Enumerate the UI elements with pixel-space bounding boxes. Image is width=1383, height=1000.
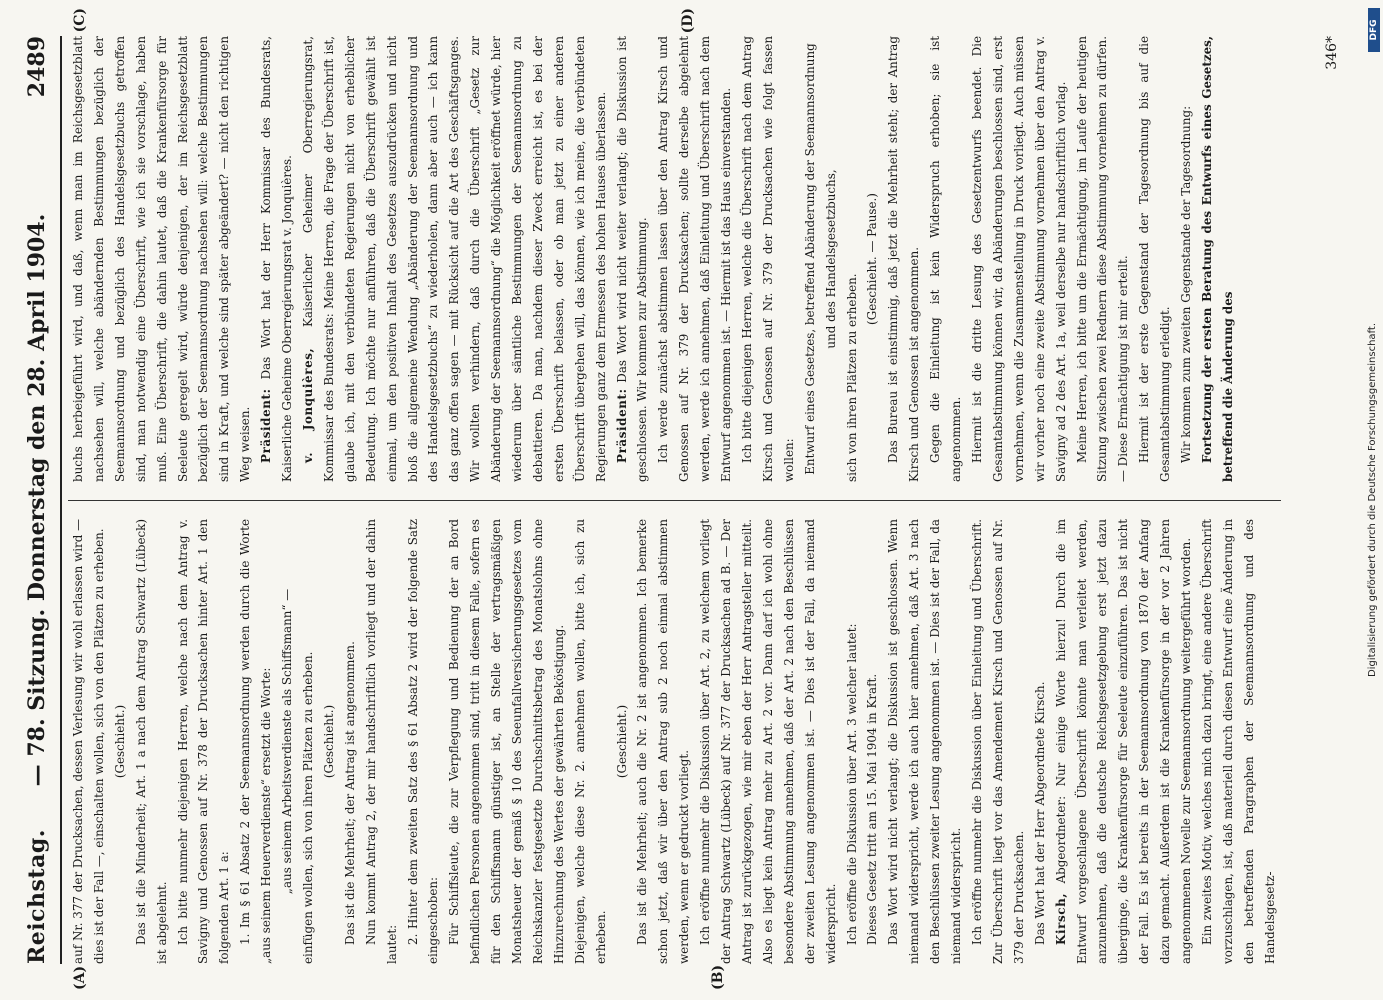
- paragraph-text: einfügen wollen, sich von ihren Plätzen zu erheben.: [300, 651, 315, 964]
- paragraph-text: buchs herbeigeführt wird, und daß, wenn man im Reichsgesetzblatt nachsehen will, welche abändernden Bestimmungen bezüglich der Seemannsordnung und bezüglich des Handelsgesetzbuchs getroffen sind, man notwendig eine Überschrift, wie ich sie vorschlage, haben muß. Eine Überschrift, die dahin lautet, daß die Krankenfürsorge für Seeleute geregelt wird, würde denjenigen, der im Reichsgesetzblatt bezüglich der Seemannsordnung nachsehen will: welche Bestimmungen sind in Kraft, und welche sind später abgeändert? — nicht den richtigen Weg weisen.: [71, 36, 253, 482]
- paragraph-text: Hiermit ist die dritte Lesung des Gesetzentwurfs beendet. Die Gesamtabstimmung können wir, da Abänderungen beschlossen sind, erst vornehmen, wenn die Zusammenstellung in Druck vorliegt. Auch müssen wir vorher noch eine zweite Abstimmung vornehmen über den Antrag v. Savigny ad 2 des Art. 1a, weil derselbe nur handschriftlich vorlag.: [969, 36, 1068, 482]
- paragraph: [173, 519, 236, 964]
- paragraph-text: Ich werde zunächst abstimmen lassen über den Antrag Kirsch und Genossen auf Nr. 379 der Drucksachen; sollte derselbe abgelehnt werden, werde ich annehmen, daß Einleitung und Überschrift nach dem Entwurf angenommen ist. — Hiermit ist das Haus einverstanden.: [656, 36, 734, 482]
- paragraph: [967, 36, 1072, 482]
- paragraph: [403, 519, 445, 964]
- paragraph-text: Ich eröffne nunmehr die Diskussion über Art. 2, zu welchem vorliegt der Antrag Schwartz (Lübeck) auf Nr. 377 der Drucksachen ad B. — Der Antrag ist zurückgezogen, wie mir eben der Herr Antragsteller mitteilt. Also es liegt kein Antrag mehr zu Art. 2 vor. Dann darf ich wohl ohne besondere Abstimmung annehmen, daß der Art. 2 nach den Beschlüssen der zweiten Lesung angenommen ist. — Dies ist der Fall, da niemand widerspricht.: [698, 519, 838, 964]
- paragraph-text: sich von ihren Plätzen zu erheben.: [844, 273, 859, 482]
- paragraph-text: 1. Im § 61 Absatz 2 der Seemannsordnung werden durch die Worte „aus seinem Heuerverdienste“ ersetzt die Worte:: [238, 519, 274, 964]
- right-column: [68, 8, 1281, 500]
- paragraph: [298, 519, 319, 964]
- paragraph: [1134, 36, 1176, 482]
- paragraph-text: Das ist die Mehrheit; auch die Nr. 2 ist angenommen. Ich bemerke schon jetzt, daß wir über den Antrag sub 2 noch einmal abstimmen werden, wenn er gedruckt vorliegt.: [635, 519, 692, 964]
- paragraph: [653, 36, 737, 482]
- paragraph-text: (Geschieht.): [321, 704, 336, 779]
- paragraph: [695, 519, 841, 964]
- paragraph-text: Kaiserlicher Geheimer Oberregierungsrat, Kommissar des Bundesrats: Meine Herren, die Frage der Überschrift ist, glaube ich, mit den verbündeten Regierungen nicht von erheblicher Bedeutung. Ich möchte nur anführen, daß die Überschrift gewählt ist einmal, um den positiven Inhalt des Gesetzes auszudrücken und nicht bloß die allgemeine Wendung „Abänderung der Seemannsordnung und des Handelsgesetzbuchs“ zu wiederholen, dann aber auch — ich kann das ganz offen sagen — mit Rücksicht auf die Art des Geschäftsganges. Wir wollten verhindern, daß durch die Überschrift „Gesetz zur Abänderung der Seemannsordnung“ die Möglichkeit eröffnet würde, hier wiederum über sämtliche Bestimmungen der Seemannsordnung zu debattieren. Da man, nachdem dieser Zweck erreicht ist, es bei der ersten Überschrift belassen, oder ob man jetzt zu einer anderen Überschrift übergehen will, das können, wie ich meine, die verbündeten Regierungen ganz dem Ermessen des hohen Hauses überlassen.: [300, 36, 608, 482]
- paragraph-text: Fortsetzung der ersten Beratung des Entwurfs eines Gesetzes, betreffend die Änderung des: [1199, 36, 1235, 482]
- paragraph-text: Wir kommen zum zweiten Gegenstande der Tagesordnung:: [1179, 105, 1194, 463]
- left-column: [68, 500, 1281, 990]
- paragraph: [612, 519, 633, 964]
- header-session-date: — 78. Sitzung. Donnerstag den 28. April 1904.: [24, 213, 50, 787]
- paragraph-text: Das Wort wird nicht verlangt; die Diskussion ist geschlossen. Wenn niemand widerspricht, werde ich auch hier annehmen, daß Art. 3 nach den Beschlüssen zweiter Lesung angenommen ist. — Dies ist der Fall, da niemand widerspricht.: [886, 519, 964, 964]
- digitization-note-text: Digitalisierung gefördert durch die Deutsche Forschungsgemeinschaft.: [1367, 322, 1378, 678]
- paragraph-text: Abgeordneter: Nur einige Worte hierzu! Durch die im Entwurf vorgeschlagene Überschrift könnte man verleitet werden, anzunehmen, daß die deutsche Reichsgesetzgebung erst jetzt dazu überginge, die Krankenfürsorge für Seeleute einzuführen. Das ist nicht der Fall. Es ist bereits in der Seemannsordnung von 1870 der Anfang dazu gemacht. Außerdem ist die Krankenfürsorge in der vor 2 Jahren angenommenen Novelle zur Seemannsordnung weitergeführt worden.: [1053, 519, 1194, 964]
- margin-mark-b: (B): [710, 964, 726, 990]
- page-header: [20, 36, 62, 964]
- paragraph: [737, 36, 800, 482]
- speaker-name: Präsident:: [259, 388, 274, 463]
- paragraph: [842, 36, 863, 482]
- paragraph-text: Ich eröffne nunmehr die Diskussion über Einleitung und Überschrift. Zur Überschrift liegt vor das Amendement Kirsch und Genossen auf Nr. 379 der Drucksachen.: [969, 519, 1026, 964]
- paragraph-text: Meine Herren, ich bitte um die Ermächtigung, im Laufe der heutigen Sitzung zwischen zwei Rednern diese Abstimmung vornehmen zu dürfen. — Diese Ermächtigung ist mir erteilt.: [1074, 36, 1131, 482]
- paragraph-text: Das ist die Minderheit; Art. 1 a nach dem Antrag Schwartz (Lübeck) ist abgelehnt.: [133, 519, 169, 964]
- paragraph: [842, 519, 863, 964]
- paragraph: [862, 36, 883, 482]
- dfg-logo: [1368, 8, 1380, 52]
- paragraph: [967, 519, 1030, 964]
- paragraph-text: Für Schiffsleute, die zur Verpflegung und Bedienung der an Bord befindlichen Personen angenommen sind, tritt in diesem Falle, sofern es für den Schiffsmann günstiger ist, an Stelle der vertragsmäßigen Monatsheuer der gemäß § 10 des Seeunfallversicherungsgesetzes vom Reichskanzler festgesetzte Durchschnittsbetrag des Monatslohns ohne Hinzurechnung des Wertes der gewährten Beköstigung.: [447, 519, 566, 964]
- paragraph-text: Das Wort hat der Herr Kommissar des Bundesrats, Kaiserliche Geheime Oberregierungsrat v. Jonquières.: [259, 36, 295, 482]
- paragraph: [235, 519, 277, 964]
- margin-mark-c: (C): [72, 8, 88, 33]
- paragraph: [1072, 36, 1135, 482]
- paragraph: [862, 519, 883, 964]
- paragraph-text: Ich eröffne die Diskussion über Art. 3 welcher lautet:: [844, 623, 859, 945]
- paragraph-text: (Geschieht. — Pause.): [865, 193, 880, 325]
- paragraph-text: Das ist die Mehrheit; der Antrag ist angenommen.: [342, 641, 357, 945]
- text-columns: [68, 8, 1281, 990]
- paragraph-text: Nun kommt Antrag 2, der mir handschriftlich vorliegt und der dahin lautet:: [363, 519, 399, 964]
- header-title: Reichstag.: [24, 829, 50, 964]
- paragraph-text: 2. Hinter dem zweiten Satz des § 61 Absatz 2 wird der folgende Satz eingeschoben:: [405, 519, 441, 964]
- paragraph: [925, 36, 967, 482]
- paragraph: [298, 36, 612, 482]
- dfg-logo-text: DFG: [1369, 19, 1379, 41]
- paragraph: [1197, 36, 1239, 482]
- paragraph: [68, 519, 110, 964]
- speaker-name: Kirsch,: [1053, 892, 1068, 945]
- paragraph: [883, 519, 967, 964]
- paragraph: [1030, 519, 1051, 964]
- paragraph: [340, 519, 361, 964]
- paragraph: [612, 36, 654, 482]
- speaker-name: v. Jonquières,: [300, 347, 315, 463]
- paragraph-text: (Geschieht.): [112, 704, 127, 779]
- paragraph: [256, 36, 298, 482]
- paragraph: [68, 36, 256, 482]
- paragraph: [131, 519, 173, 964]
- digitization-note: [1350, 0, 1380, 1000]
- paragraph-text: Ich bitte nunmehr diejenigen Herren, welche nach dem Antrag v. Savigny und Genossen auf Nr. 378 der Drucksachen hinter Art. 1 den folgenden Art. 1 a:: [175, 519, 232, 964]
- paragraph-text: „aus seinem Arbeitsverdienste als Schiffsmann“ —: [280, 588, 295, 895]
- paragraph-text: Entwurf eines Gesetzes, betreffend Abänderung der Seemannsordnung und des Handelsgesetzbuchs,: [802, 43, 838, 475]
- paragraph: [800, 36, 842, 482]
- paragraph-text: Diejenigen, welche diese Nr. 2. annehmen wollen, bitte ich, sich zu erheben.: [572, 519, 608, 964]
- paragraph: [319, 519, 340, 964]
- paragraph-text: auf Nr. 377 der Drucksachen, dessen Verlesung wir wohl erlassen wird — dies ist der Fall —, einschalten wollen, sich von den Plätzen zu erheben.: [71, 519, 106, 964]
- paragraph: [1176, 36, 1197, 482]
- signature-number: 346*: [1324, 36, 1340, 70]
- paragraph: [570, 519, 612, 964]
- paragraph-text: Ich bitte diejenigen Herren, welche die Überschrift nach dem Antrag Kirsch und Genossen auf Nr. 379 der Drucksachen wie folgt fassen wollen:: [740, 36, 796, 482]
- paragraph: [110, 519, 131, 964]
- paragraph: [632, 519, 695, 964]
- paragraph: [277, 519, 298, 964]
- paragraph: [444, 519, 569, 964]
- paragraph-text: (Geschieht.): [614, 704, 629, 779]
- paragraph-text: Hiermit ist der erste Gegenstand der Tagesordnung bis auf die Gesamtabstimmung erledigt.: [1137, 36, 1173, 482]
- paragraph: [1197, 519, 1281, 964]
- paragraph-text: Ein zweites Motiv, welches mich dazu bringt, eine andere Überschrift vorzuschlagen, ist, daß materiell durch diesen Entwurf eine Änderung in den betreffenden Paragraphen der Seemannsordnung und des Handelsgesetz-: [1199, 519, 1277, 964]
- paragraph-text: Das Bureau ist einstimmig, daß jetzt die Mehrheit steht; der Antrag Kirsch und Genossen ist angenommen.: [886, 36, 922, 482]
- paragraph: [1051, 519, 1197, 964]
- paragraph: [361, 519, 403, 964]
- paragraph: [883, 36, 925, 482]
- speaker-name: Präsident:: [614, 388, 629, 463]
- margin-mark-d: (D): [680, 8, 696, 34]
- paragraph-text: Das Wort wird nicht weiter verlangt; die Diskussion ist geschlossen. Wir kommen zur Abstimmung.: [614, 36, 650, 482]
- paragraph-text: Das Wort hat der Herr Abgeordnete Kirsch.: [1032, 681, 1047, 945]
- paragraph-text: Gegen die Einleitung ist kein Widerspruch erhoben; sie ist angenommen.: [928, 36, 964, 482]
- paragraph-text: Dieses Gesetz tritt am 15. Mai 1904 in Kraft.: [865, 673, 880, 945]
- margin-mark-a: (A): [72, 965, 88, 990]
- page-number: 2489: [24, 36, 50, 98]
